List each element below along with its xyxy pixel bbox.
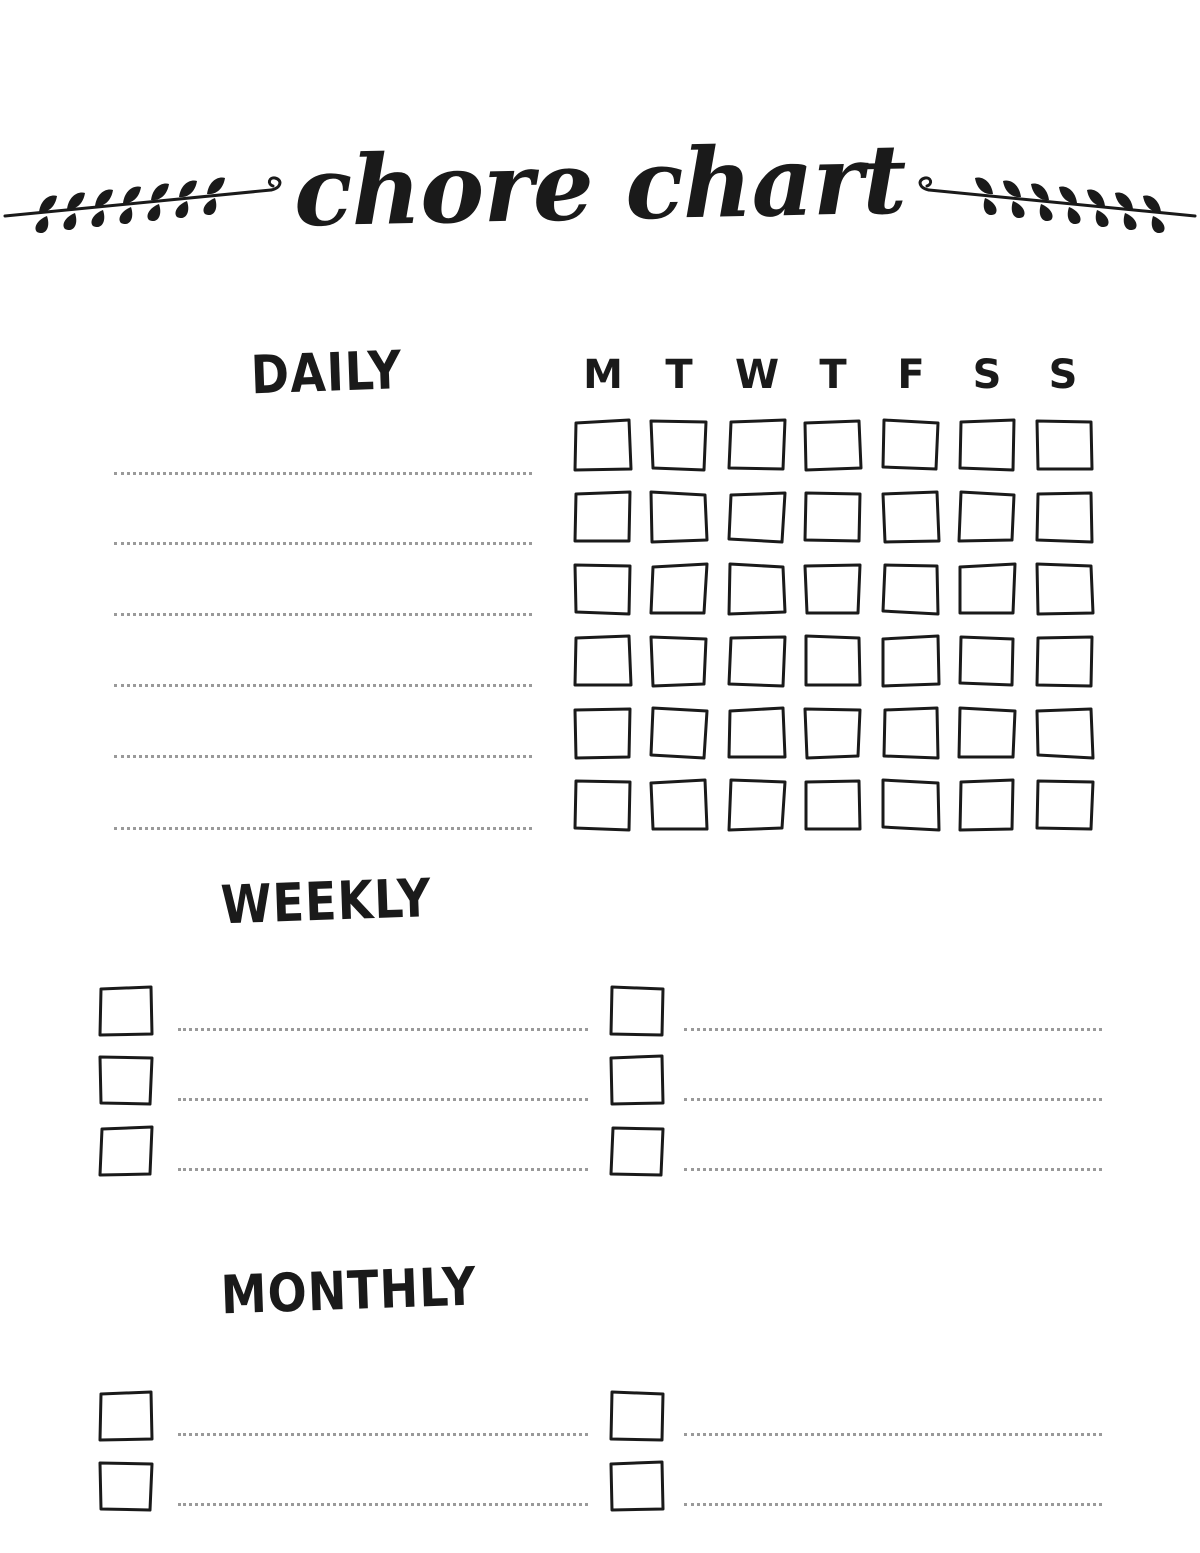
section-heading-daily: DAILY	[249, 338, 404, 406]
daily-checkbox-r4c3[interactable]	[726, 633, 788, 689]
daily-checkbox-r3c2[interactable]	[648, 561, 710, 617]
daily-checkbox-r1c7[interactable]	[1034, 417, 1096, 473]
daily-task-line-5[interactable]	[114, 755, 532, 758]
daily-checkbox-r6c1[interactable]	[572, 777, 634, 833]
daily-checkbox-r3c3[interactable]	[726, 561, 788, 617]
weekly-checkbox-c1r2[interactable]	[97, 1053, 155, 1107]
monthly-checkbox-c2r2[interactable]	[608, 1459, 666, 1513]
daily-checkbox-r5c4[interactable]	[802, 705, 864, 761]
daily-task-line-1[interactable]	[114, 472, 532, 475]
daily-checkbox-r1c3[interactable]	[726, 417, 788, 473]
daily-checkbox-r1c1[interactable]	[572, 417, 634, 473]
daily-checkbox-r3c4[interactable]	[802, 561, 864, 617]
weekly-checkbox-c2r1[interactable]	[608, 984, 666, 1038]
day-header-s1: S	[972, 352, 1002, 398]
monthly-task-line-c1r2[interactable]	[178, 1503, 588, 1506]
daily-checkbox-r5c6[interactable]	[956, 705, 1018, 761]
daily-checkbox-r4c7[interactable]	[1034, 633, 1096, 689]
daily-checkbox-r2c7[interactable]	[1034, 489, 1096, 545]
daily-checkbox-r6c4[interactable]	[802, 777, 864, 833]
weekly-task-line-c2r3[interactable]	[684, 1168, 1102, 1171]
daily-checkbox-r6c7[interactable]	[1034, 777, 1096, 833]
daily-checkbox-r1c6[interactable]	[956, 417, 1018, 473]
page-header	[0, 120, 1200, 270]
monthly-checkbox-c1r2[interactable]	[97, 1459, 155, 1513]
daily-task-line-2[interactable]	[114, 542, 532, 545]
weekly-checkbox-c1r3[interactable]	[97, 1124, 155, 1178]
daily-checkbox-r4c6[interactable]	[956, 633, 1018, 689]
page-title: chore chart	[292, 122, 907, 249]
daily-checkbox-r5c7[interactable]	[1034, 705, 1096, 761]
daily-checkbox-r2c6[interactable]	[956, 489, 1018, 545]
vine-branch-right-icon	[916, 150, 1200, 240]
daily-checkbox-r3c1[interactable]	[572, 561, 634, 617]
weekly-checkbox-c1r1[interactable]	[97, 984, 155, 1038]
daily-checkbox-r6c2[interactable]	[648, 777, 710, 833]
daily-checkbox-r2c5[interactable]	[880, 489, 942, 545]
vine-branch-left-icon	[0, 150, 284, 240]
daily-checkbox-r2c2[interactable]	[648, 489, 710, 545]
daily-checkbox-r4c2[interactable]	[648, 633, 710, 689]
weekly-task-line-c1r1[interactable]	[178, 1028, 588, 1031]
monthly-checkbox-c2r1[interactable]	[608, 1389, 666, 1443]
weekly-task-line-c2r2[interactable]	[684, 1098, 1102, 1101]
daily-checkbox-r5c3[interactable]	[726, 705, 788, 761]
daily-checkbox-r4c1[interactable]	[572, 633, 634, 689]
monthly-task-line-c2r1[interactable]	[684, 1433, 1102, 1436]
weekly-task-line-c1r3[interactable]	[178, 1168, 588, 1171]
daily-task-line-6[interactable]	[114, 827, 532, 830]
daily-checkbox-r1c2[interactable]	[648, 417, 710, 473]
monthly-checkbox-c1r1[interactable]	[97, 1389, 155, 1443]
weekly-task-line-c2r1[interactable]	[684, 1028, 1102, 1031]
daily-checkbox-r1c5[interactable]	[880, 417, 942, 473]
day-header-f: F	[897, 352, 925, 398]
day-header-t1: T	[665, 352, 693, 398]
day-header-s2: S	[1048, 352, 1078, 398]
daily-checkbox-r2c3[interactable]	[726, 489, 788, 545]
daily-checkbox-r5c5[interactable]	[880, 705, 942, 761]
daily-checkbox-r2c4[interactable]	[802, 489, 864, 545]
daily-checkbox-r6c6[interactable]	[956, 777, 1018, 833]
daily-checkbox-r6c3[interactable]	[726, 777, 788, 833]
day-header-t2: T	[819, 352, 847, 398]
daily-checkbox-r3c6[interactable]	[956, 561, 1018, 617]
section-heading-monthly: MONTHLY	[219, 1255, 478, 1326]
day-header-w: W	[734, 352, 780, 398]
weekly-task-line-c1r2[interactable]	[178, 1098, 588, 1101]
daily-checkbox-r4c4[interactable]	[802, 633, 864, 689]
daily-checkbox-r5c2[interactable]	[648, 705, 710, 761]
daily-checkbox-r3c5[interactable]	[880, 561, 942, 617]
daily-checkbox-r1c4[interactable]	[802, 417, 864, 473]
day-header-m: M	[583, 352, 623, 398]
daily-checkbox-r6c5[interactable]	[880, 777, 942, 833]
daily-task-line-4[interactable]	[114, 684, 532, 687]
weekly-checkbox-c2r3[interactable]	[608, 1124, 666, 1178]
section-heading-weekly: WEEKLY	[219, 866, 433, 936]
daily-checkbox-r2c1[interactable]	[572, 489, 634, 545]
monthly-task-line-c1r1[interactable]	[178, 1433, 588, 1436]
monthly-task-line-c2r2[interactable]	[684, 1503, 1102, 1506]
weekly-checkbox-c2r2[interactable]	[608, 1053, 666, 1107]
daily-task-line-3[interactable]	[114, 613, 532, 616]
daily-checkbox-r3c7[interactable]	[1034, 561, 1096, 617]
daily-checkbox-r4c5[interactable]	[880, 633, 942, 689]
daily-checkbox-r5c1[interactable]	[572, 705, 634, 761]
